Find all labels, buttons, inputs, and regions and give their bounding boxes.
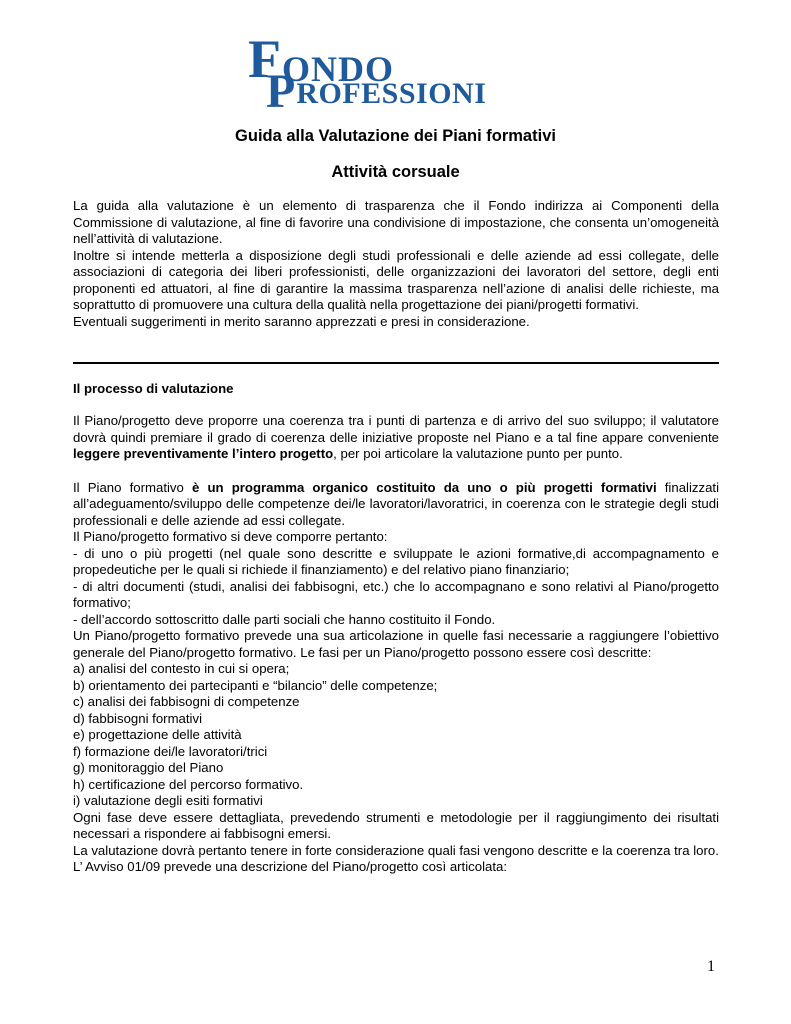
paragraph-piano-text-1: Il Piano formativo [73, 479, 192, 495]
logo-cap-p: P [266, 65, 297, 118]
phase-item: g) monitoraggio del Piano [73, 760, 224, 775]
closing-avviso: L’ Avviso 01/09 prevede una descrizione del Piano/progetto così articolata: [73, 859, 508, 874]
phase-item: i) valutazione degli esiti formativi [73, 793, 263, 808]
line-projects: - di uno o più progetti (nel quale sono descritte e sviluppate le azioni formative,di accompagnamento e propedeutiche per le quali si richiede il finanziamento) e del relativo piano finanziario; [73, 545, 719, 577]
line-phases-intro: Un Piano/progetto formativo prevede una sua articolazione in quelle fasi necessarie a raggiungere l’obiettivo generale del Piano/progetto formativo. Le fasi per un Piano/progetto possono essere così descritte: [73, 628, 719, 660]
section-heading: Il processo di valutazione [73, 381, 234, 396]
phase-item: c) analisi dei fabbisogni di competenze [73, 694, 300, 709]
intro-paragraph-2: Inoltre si intende metterla a disposizione degli studi professionali e delle aziende ad essi collegate, delle associazioni di categoria dei liberi professionisti, delle organizzazioni dei lavoratori del settore, degli enti proponenti ed attuatori, al fine di garantire la massima trasparenza nell’azione di analisi delle richieste, ma soprattutto di promuovere una cultura della qualità nella progettazione dei piani/progetti formativi. [73, 247, 719, 312]
logo-rest-ondo: ONDO [282, 49, 394, 89]
phase-item: a) analisi del contesto in cui si opera; [73, 661, 290, 676]
page-number: 1 [707, 958, 715, 975]
closing-detail: Ogni fase deve essere dettagliata, prevedendo strumenti e metodologie per il raggiungimento dei risultati necessari a rispondere ai fabbisogni emersi. [73, 809, 719, 841]
phase-item: d) fabbisogni formativi [73, 710, 203, 726]
main-section [73, 413, 719, 876]
section-divider [73, 362, 719, 364]
paragraph-coherence-text-1: Il Piano/progetto deve proporre una coerenza tra i punti di partenza e di arrivo del suo sviluppo; il valutatore dovrà quindi premiare il grado di coerenza delle iniziative proposte nel Piano e a tal fine appare conveniente [73, 413, 719, 445]
paragraph-coherence-emphasis: leggere preventivamente l’intero progetto [73, 446, 334, 461]
phase-item: h) certificazione del percorso formativo. [73, 776, 304, 792]
document-subtitle: Attività corsuale [331, 163, 460, 181]
line-agreement: - dell’accordo sottoscritto dalle parti sociali che hanno costituito il Fondo. [73, 611, 496, 627]
document-title: Guida alla Valutazione dei Piani formativi [235, 127, 556, 145]
line-composition: Il Piano/progetto formativo si deve comporre pertanto: [73, 529, 388, 544]
paragraph-coherence-text-2: , per poi articolare la valutazione punto per punto. [333, 446, 623, 461]
logo-cap-f: F [248, 29, 282, 89]
phase-item: e) progettazione delle attività [73, 727, 242, 742]
logo-line-2 [266, 65, 487, 122]
intro-paragraph-3: Eventuali suggerimenti in merito saranno apprezzati e presi in considerazione. [73, 313, 530, 329]
phase-item: b) orientamento dei partecipanti e “bilancio” delle competenze; [73, 677, 438, 693]
paragraph-piano-emphasis: è un programma organico costituito da uno o più progetti formativi [192, 479, 657, 495]
phase-item: f) formazione dei/le lavoratori/trici [73, 743, 268, 759]
paragraph-gap [73, 463, 719, 480]
intro-paragraph-1: La guida alla valutazione è un elemento di trasparenza che il Fondo indirizza ai Componenti della Commissione di valutazione, al fine di favorire una condivisione di impostazione, che consenta un’omogeneità nell’attività di valutazione. [73, 198, 719, 246]
fondo-professioni-logo [248, 29, 560, 118]
paragraph-coherence [73, 413, 719, 463]
paragraph-piano-text-2: finalizzati all’adeguamento/sviluppo delle competenze dei/le lavoratori/lavoratrici, in coerenza con le strategie degli studi professionali e delle aziende ad essi collegate. [73, 479, 720, 528]
line-documents: - di altri documenti (studi, analisi dei fabbisogni, etc.) che lo accompagnano e sono relativi al Piano/progetto formativo; [73, 578, 719, 610]
intro-section [73, 198, 719, 330]
paragraph-piano [73, 480, 719, 530]
closing-coherence: La valutazione dovrà pertanto tenere in forte considerazione quali fasi vengono descritte e la coerenza tra loro. [73, 842, 719, 858]
logo-rest-rofessioni: ROFESSIONI [296, 77, 487, 110]
